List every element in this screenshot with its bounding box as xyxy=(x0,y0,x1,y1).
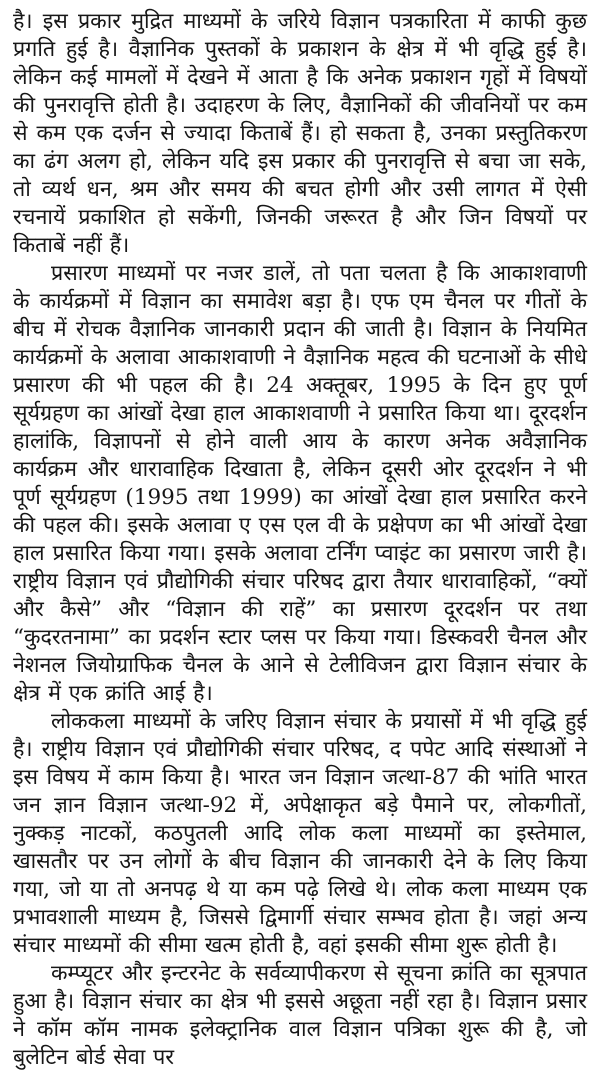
paragraph-computer-internet: कम्प्यूटर और इन्टरनेट के सर्वव्यापीकरण से सूचना क्रांति का सूत्रपात हुआ है। विज्ञान संचार का क्षेत्र भी इससे अछूता नहीं रहा है। विज्ञान प्रसार ने कॉम कॉम नामक इलेक्ट्रानिक वाल विज्ञान पत्रिका शुरू की है, जो बुलेटिन बोर्ड सेवा पर xyxy=(13,961,587,1070)
paragraph-broadcast-media: प्रसारण माध्यमों पर नजर डालें, तो पता चलता है कि आकाशवाणी के कार्यक्रमों में विज्ञान का समावेश बड़ा है। एफ एम चैनल पर गीतों के बीच में रोचक वैज्ञानिक जानकारी प्रदान की जाती है। विज्ञान के नियमित कार्यक्रमों के अलावा आकाशवाणी ने वैज्ञानिक महत्व की घटनाओं के सीधे प्रसारण की भी पहल की है। 24 अक्तूबर, 1995 के दिन हुए पूर्ण सूर्यग्रहण का आंखों देखा हाल आकाशवाणी ने प्रसारित किया था। दूरदर्शन हालांकि, विज्ञापनों से होने वाली आय के कारण अनेक अवैज्ञानिक कार्यक्रम और धारावाहिक दिखाता है, लेकिन दूसरी ओर दूरदर्शन ने भी पूर्ण सूर्यग्रहण (1995 तथा 1999) का आंखों देखा हाल प्रसारित करने की पहल की। इसके अलावा ए एस एल वी के प्रक्षेपण का भी आंखों देखा हाल प्रसारित किया गया। इसके अलावा टर्निंग प्वाइंट का प्रसारण जारी है। राष्ट्रीय विज्ञान एवं प्रौद्योगिकी संचार परिषद द्वारा तैयार धारावाहिकों, “क्यों और कैसे” और “विज्ञान की राहें” का प्रसारण दूरदर्शन पर तथा “कुदरतनामा” का प्रदर्शन स्टार प्लस पर किया गया। डिस्कवरी चैनल और नेशनल जियोग्राफिक चैनल के आने से टेलीविजन द्वारा विज्ञान संचार के क्षेत्र में एक क्रांति आई है। xyxy=(13,261,587,706)
paragraph-folk-media: लोककला माध्यमों के जरिए विज्ञान संचार के प्रयासों में भी वृद्धि हुई है। राष्ट्रीय विज्ञान एवं प्रौद्योगिकी संचार परिषद, द पपेट आदि संस्थाओं ने इस विषय में काम किया है। भारत जन विज्ञान जत्था-87 की भांति भारत जन ज्ञान विज्ञान जत्था-92 में, अपेक्षाकृत बड़े पैमाने पर, लोकगीतों, नुक्कड़ नाटकों, कठपुतली आदि लोक कला माध्यमों का इस्तेमाल, खासतौर पर उन लोगों के बीच विज्ञान की जानकारी देने के लिए किया गया, जो या तो अनपढ़ थे या कम पढ़े लिखे थे। लोक कला माध्यम एक प्रभावशाली माध्यम है, जिससे द्विमार्गी संचार सम्भव होता है। जहां अन्य संचार माध्यमों की सीमा खत्म होती है, वहां इसकी सीमा शुरू होती है। xyxy=(13,709,587,958)
paragraph-print-media: है। इस प्रकार मुद्रित माध्यमों के जरिये विज्ञान पत्रकारिता में काफी कुछ प्रगति हुई है। वैज्ञानिक पुस्तकों के प्रकाशन के क्षेत्र में भी वृद्धि हुई है। लेकिन कई मामलों में देखने में आता है कि अनेक प्रकाशन गृहों में विषयों की पुनरावृत्ति होती है। उदाहरण के लिए, वैज्ञानिकों की जीवनियों पर कम से कम एक दर्जन से ज्यादा किताबें हैं। हो सकता है, उनका प्रस्तुतिकरण का ढंग अलग हो, लेकिन यदि इस प्रकार की पुनरावृत्ति से बचा जा सके, तो व्यर्थ धन, श्रम और समय की बचत होगी और उसी लागत में ऐसी रचनायें प्रकाशित हो सकेंगी, जिनकी जरूरत है और जिन विषयों पर किताबें नहीं हैं। xyxy=(13,9,587,258)
